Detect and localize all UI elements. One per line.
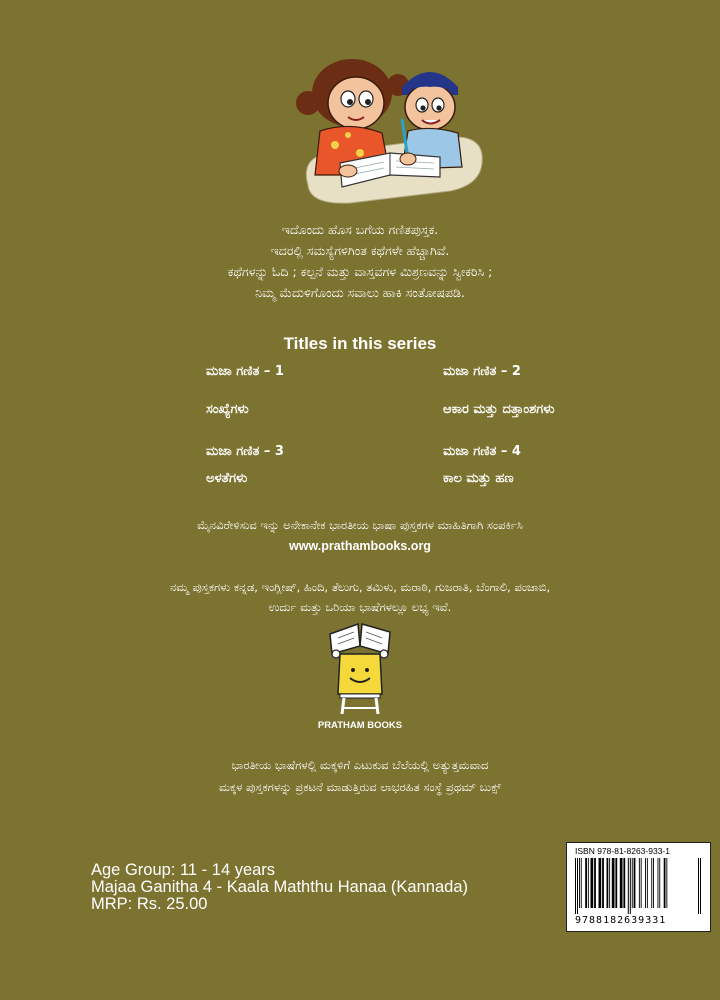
blurb-line: ಇದರಲ್ಲಿ ಸಮಸ್ಯೆಗಳಿಗಿಂತ ಕಥೆಗಳೇ ಹೆಚ್ಚಾಗಿವೆ. [270, 243, 450, 258]
barcode-bar [700, 858, 701, 914]
pratham-books-logo [322, 620, 398, 716]
tagline-line: ಭಾರತೀಯ ಭಾಷೆಗಳಲ್ಲಿ ಮಕ್ಕಳಿಗೆ ಎಟುಕುವ ಬೆಲೆಯಲ್ಲಿ ಅತ್ಯುತ್ತಮವಾದ [231, 758, 489, 772]
series-title-1-subtitle: ಸಂಖ್ಯೆಗಳು [206, 402, 249, 417]
barcode-bar [594, 858, 596, 908]
barcode-bar [632, 858, 633, 908]
barcode-bar [615, 858, 617, 908]
contact-line: ಮೈನವಿರೇಳಿಸುವ ಇನ್ನು ಅನೇಕಾನೇಕ ಭಾರತೀಯ ಭಾಷಾ ಪುಸ್ತಕಗಳ ಮಾಹಿತಿಗಾಗಿ ಸಂಪರ್ಕಿಸಿ [197, 518, 523, 532]
barcode-bar [664, 858, 666, 908]
barcode-bar [659, 858, 660, 908]
series-heading: Titles in this series [283, 334, 437, 353]
barcode-bar [698, 858, 699, 914]
barcode-bar [607, 858, 609, 908]
series-title-2-label: ಮಜಾ ಗಣಿತ – 2 [443, 364, 521, 379]
reader-mascot-icon [322, 620, 398, 716]
barcode-bar [653, 858, 654, 908]
tagline-line: ಮಕ್ಕಳ ಪುಸ್ತಕಗಳನ್ನು ಪ್ರಕಟನೆ ಮಾಡುತ್ತಿರುವ ಲಾಭರಹಿತ ಸಂಸ್ಥೆ ಪ್ರಥಮ್ ಬುಕ್ಸ್ [218, 780, 502, 794]
barcode-bar [599, 858, 602, 908]
barcode-bar [623, 858, 625, 908]
publisher-tagline [0, 754, 720, 798]
book-info [91, 862, 468, 913]
barcode-bar [579, 858, 580, 908]
barcode-bar [641, 858, 642, 908]
languages-text [0, 577, 720, 617]
barcode-bar [628, 858, 629, 914]
isbn-text: ISBN 978-81-8263-933-1 [575, 846, 670, 856]
barcode-bar [620, 858, 623, 908]
blurb-line: ಇದೊಂದು ಹೊಸ ಬಗೆಯ ಗಣಿತಪುಸ್ತಕ. [281, 222, 439, 237]
isbn-barcode [566, 842, 711, 932]
blurb-line: ಕಥೆಗಳನ್ನು ಓದಿ ; ಕಲ್ಪನೆ ಮತ್ತು ವಾಸ್ತವಗಳ ಮಿಶ್ರಣವನ್ನು ಸ್ವೀಕರಿಸಿ ; [227, 264, 493, 279]
age-group: Age Group: 11 - 14 years [91, 861, 276, 879]
blurb [0, 219, 720, 303]
barcode-bar [634, 858, 636, 908]
barcode-bar [585, 858, 587, 908]
barcode-number: 9788182639331 [575, 915, 667, 926]
barcode-bar [575, 858, 576, 914]
barcode-bar [609, 858, 610, 908]
series-title-4-subtitle: ಕಾಲ ಮತ್ತು ಹಣ [443, 471, 514, 486]
barcode-bar [658, 858, 659, 908]
barcode-bars [573, 858, 704, 914]
series-title-3-label: ಮಜಾ ಗಣಿತ – 3 [206, 444, 284, 459]
barcode-bar [639, 858, 640, 908]
website-link[interactable]: www.prathambooks.org [289, 539, 431, 553]
series-title-4-label: ಮಜಾ ಗಣಿತ – 4 [443, 444, 521, 459]
blurb-line: ನಿಮ್ಮ ಮೆದುಳಿಗೊಂದು ಸವಾಲು ಹಾಕಿ ಸಂತೋಷಪಡಿ. [255, 285, 465, 300]
barcode-bar [577, 858, 578, 914]
cover-illustration [290, 35, 490, 210]
barcode-bar [581, 858, 582, 908]
series-title-1-label: ಮಜಾ ಗಣಿತ – 1 [206, 364, 284, 379]
book-title: Majaa Ganitha 4 - Kaala Maththu Hanaa (Kannada) [91, 878, 468, 896]
barcode-bar [630, 858, 631, 914]
barcode-bar [645, 858, 646, 908]
languages-line: ಉರ್ದು ಮತ್ತು ಒರಿಯಾ ಭಾಷೆಗಳಲ್ಲೂ ಲಭ್ಯ ಇವೆ. [268, 600, 452, 614]
barcode-bar [651, 858, 652, 908]
series-title-2-subtitle: ಆಕಾರ ಮತ್ತು ದತ್ತಾಂಶಗಳು [443, 402, 555, 417]
barcode-bar [612, 858, 615, 908]
children-reading-illustration [290, 35, 490, 210]
languages-line: ನಮ್ಮ ಪುಸ್ತಕಗಳು ಕನ್ನಡ, ಇಂಗ್ಲೀಷ್, ಹಿಂದಿ, ತೆಲುಗು, ತಮಿಳು, ಮರಾಠಿ, ಗುಜರಾತಿ, ಬೆಂಗಾಲಿ, ಪಂಜಾಬಿ, [169, 580, 551, 594]
price: MRP: Rs. 25.00 [91, 895, 208, 913]
barcode-bar [647, 858, 648, 908]
publisher-name: PRATHAM BOOKS [317, 720, 403, 731]
barcode-bar [591, 858, 594, 908]
barcode-bar [602, 858, 604, 908]
series-title-3-subtitle: ಅಳತೆಗಳು [206, 471, 248, 486]
barcode-bar [666, 858, 667, 908]
barcode-bar [588, 858, 589, 908]
